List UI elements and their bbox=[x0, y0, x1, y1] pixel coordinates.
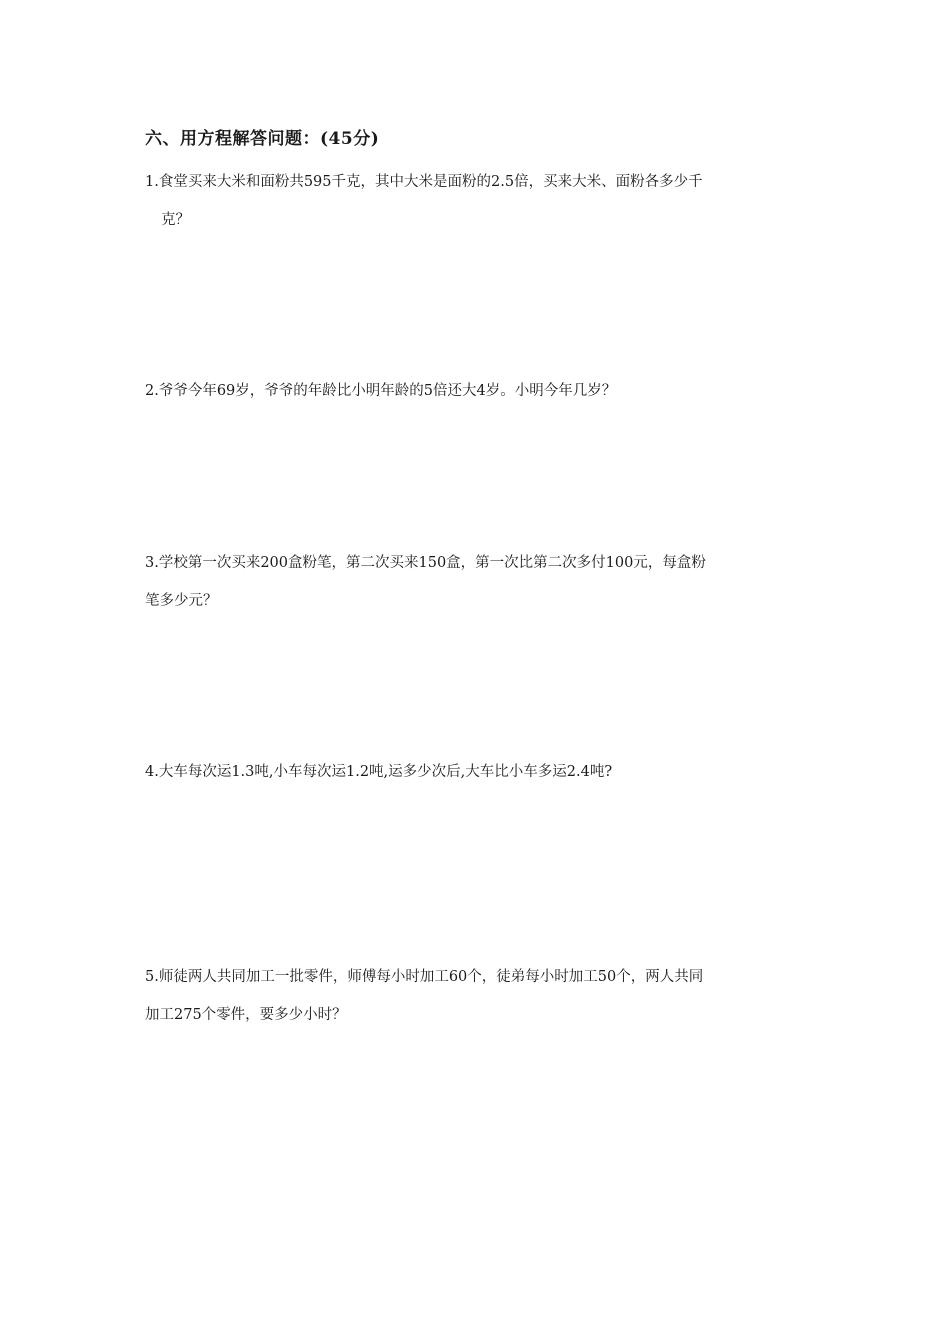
question-3 bbox=[145, 544, 810, 620]
question-3-line-2: 笔多少元？ bbox=[145, 593, 218, 609]
question-4 bbox=[145, 753, 810, 791]
question-1-line-1: 1.食堂买来大米和面粉共595千克，其中大米是面粉的2.5倍，买来大米、面粉各多少千 bbox=[145, 174, 703, 190]
question-2-line-1: 2.爷爷今年69岁，爷爷的年龄比小明年龄的5倍还大4岁。小明今年几岁？ bbox=[145, 383, 617, 399]
question-5 bbox=[145, 958, 810, 1034]
question-4-line-1: 4.大车每次运1.3吨,小车每次运1.2吨,运多少次后,大车比小车多运2.4吨? bbox=[145, 764, 613, 780]
question-5-line-1: 5.师徒两人共同加工一批零件，师傅每小时加工60个，徒弟每小时加工50个，两人共同 bbox=[145, 969, 704, 985]
question-5-line-2: 加工275个零件，要多少小时？ bbox=[145, 1007, 347, 1023]
question-2 bbox=[145, 372, 810, 410]
section-title: 六、用方程解答问题：(45分) bbox=[145, 129, 380, 149]
question-3-line-1: 3.学校第一次买来200盒粉笔，第二次买来150盒，第一次比第二次多付100元，每盒粉 bbox=[145, 555, 706, 571]
question-1 bbox=[145, 163, 810, 239]
question-1-line-2: 克？ bbox=[161, 212, 190, 228]
